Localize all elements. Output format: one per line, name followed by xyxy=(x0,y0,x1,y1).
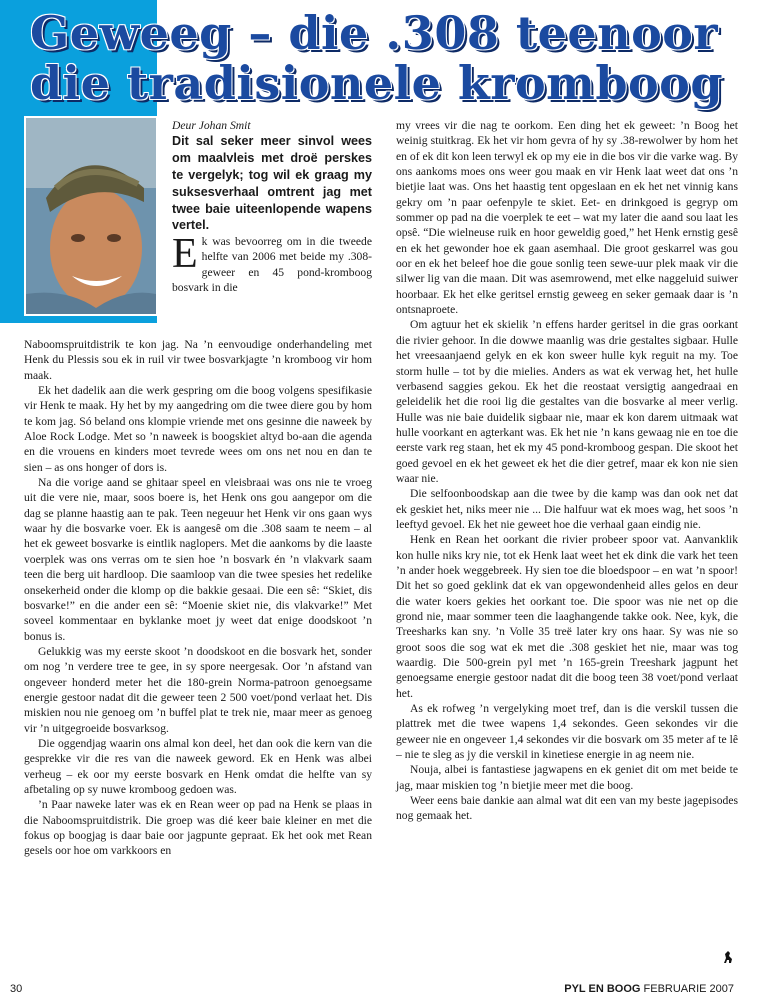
drop-cap: E xyxy=(172,231,198,278)
title-line-2: die tradisionele kromboog xyxy=(30,56,724,110)
article-title xyxy=(30,8,760,108)
paragraph: As ek rofweg ’n vergelyking moet tref, dan is die verskil tussen die plattrek met die twee wapens 1,4 sekondes. Geen sekondes vir die geweer nie en ongeveer 1,4 sekondes vir die bosvark om 35 meter af te lê – nie te sleg as jy die verskil in kinetiese energie in ag neem nie. xyxy=(396,702,738,762)
paragraph: Ek het dadelik aan die werk gespring om die boog volgens spesifikasie vir Henk te maak. Hy het by my aangedring om die twee diere gou by hom te kom jag. Só beland ons klompie vriende met ons gesinne die naweek by Aloe Rock Lodge. Met so ’n naweek is boogskiet altyd bo-aan die agenda en die vrouens en kinders moet tevrede wees om ons net nou en dan te sien – as ons honger of dors is. xyxy=(24,384,372,474)
paragraph: ’n Paar naweke later was ek en Rean weer op pad na Henk se plaas in die Naboomspruitdistrik. Die groep was dié keer baie kleiner en met die fokus op boogjag is daar baie oor jagpunte gepraat. Ek het ook met Rean gesels oor hoe om varkkoors en xyxy=(24,798,372,858)
author-photo-image xyxy=(26,118,156,314)
first-paragraph-text: k was bevoorreg om in die tweede helfte van 2006 met beide my .308-geweer en 45 pond-kromboog bosvark in die xyxy=(172,235,372,295)
paragraph: my vrees vir die nag te oorkom. Een ding het ek geweet: ’n Boog het weinig stuitkrag. Ek het vir hom gevra of hy sy .38-rewolwer by hom het en of ek dit kon leen terwyl ek op my eie in die bos vir die varke wag. By ons aankoms moes ons weer gou maak en vir Henk laat weet dat ons ’n bietjie laat was. Ons het haastig tent opgeslaan en ek het net vinnig kans gekry om ’n paar oefenpyle te skiet. Eet- en drinkgoed is gegryp om sommer op pad na die voerplek te eet – wat my later die aand sou laat les opsê. “Die wielneuse ruik en hoor geweldig goed,” het Henk ernstig gesê en ek het gewonder hoe ek gaan asemhaal. Die groot geskarrel was gou oor en ek het beleef hoe die goue sonlig teen sewe-uur plek maak vir die silwer lig van die maan. Dit was asemrowend, met elke naggeluid suiwer hoorbaar. Ek het elke geritsel ernstig geweeg en seker gemaak daar is ’n ontsnaproete. xyxy=(396,119,738,317)
left-column xyxy=(24,337,372,859)
paragraph: Henk en Rean het oorkant die rivier probeer spoor vat. Aanvanklik kon hulle niks kry nie, tot ek Henk laat weet het ek dink die vark het teen ’n ander hoek weggebreek. Hy sien toe die bloedspoor – en wat ’n spoor! Dit het so goed geklink dat ek van opgewondenheid alles gelos en deur die water koers gekies het oorkant toe. Die spoor was nie net op die grond nie, maar sommer teen die laaghangende takke ook. Nee, kyk, die Treesharks kan sny. ’n Volle 35 treë later kry ons haar. Sy was nie so groot soos die sog wat ek met die .308 geskiet het nie, maar was tog waardig. Die 500-grein pyl met ’n 165-grein Treeshark jagpunt het genoegsame energie gestoor nadat dit die boog teen 38 voet/pond verlaat het. xyxy=(396,533,738,700)
paragraph: Nouja, albei is fantastiese jagwapens en ek geniet dit om met beide te jag, maar miskien tog ’n bietjie meer met die boog. xyxy=(396,763,738,792)
paragraph: Weer eens baie dankie aan almal wat dit een van my beste jagepisodes nog gemaak het. xyxy=(396,794,738,823)
issue-date: FEBRUARIE 2007 xyxy=(643,983,734,995)
paragraph: Naboomspruitdistrik te kon jag. Na ’n eenvoudige onderhandeling met Henk du Plessis sou ek in ruil vir twee bosvarkjagte ’n kromboog vir hom maak. xyxy=(24,338,372,382)
opening-column xyxy=(172,118,372,296)
paragraph: Om agtuur het ek skielik ’n effens harder geritsel in die gras oorkant die rivier gehoor. In die dowwe maanlig was drie gestaltes sigbaar. Hulle het vreesaanjaend gelyk en ek kon sweer hulle kyk reguit na my. Toe storm hulle – tot by die mielies. Anders as wat ek verwag het, het hulle verbasend saggies gekou. Ek het die reostaat versigtig aangedraai en geleidelik het die rooi lig die gestaltes van die bosvarke al meer verlig. Hulle was nie baie duidelik sigbaar nie, maar ek kon darem uitmaak wat hulle voorkant en agterkant was. Ek het nie ’n kans gewaag nie en toe die eerste vark reg staan, het ek my 45 pond-kromboog gespan. Die skoot het goed gevoel en ek het geweet ek het die dier getref, maar ek kon nie sien waar nie. xyxy=(396,318,738,485)
paragraph: Na die vorige aand se ghitaar speel en vleisbraai was ons nie te vroeg uit die vere nie, maar, soos boere is, het Henk ons gou aangepor om die dag se planne haastig aan te pak. Teen negeuur het Henk vir ons gaan wys waar hy die bosvarke voer. Ek is aangesê om die .308 saam te neem – al het ek geweet bosvarke is eintlik naglopers. Met die aankoms by die laaste voerplek was ons verras om te sien hoe ’n bosvark én ’n vlakvark saam teen die berg uit hardloop. Die saamloop van die twee spesies het redelike onsekerheid onder die klomp op die bakkie gesaai. Die een sê: “Skiet, dis bosvarke!” en die ander een sê: “Moenie skiet nie, dis vlakvarke!” Met soveel kommentaar en byklanke moet jy weet dat enige doodskoot ’n bonus is. xyxy=(24,476,372,643)
intro-paragraph: Dit sal seker meer sinvol wees om maalvleis met droë perskes te vergelyk; tog wil ek graag my suksesverhaal omtrent jag met twee baie uiteenlopende wapens vertel. xyxy=(172,134,372,233)
first-paragraph xyxy=(172,231,372,295)
paragraph: Die selfoonboodskap aan die twee by die kamp was dan ook net dat ek geskiet het, niks meer nie ... Die halfuur wat ek moes wag, het soos ’n leeftyd gevoel. Ek het nie geweet hoe die verhaal gaan eindig nie. xyxy=(396,487,738,531)
magazine-footer xyxy=(564,983,734,995)
page-number: 30 xyxy=(10,983,23,995)
end-mark-icon xyxy=(722,950,734,964)
magazine-name: PYL EN BOOG xyxy=(564,983,641,995)
paragraph: Gelukkig was my eerste skoot ’n doodskoot en die bosvark het, sonder om nog ’n verdere tree te gee, in sy spore neergesak. Oor ’n afstand van ongeveer honderd meter het die 180-grein Norma-patroon genoegsame energie gestoor nadat dit die geweer teen 2 500 voet/pond verlaat het. Dis miskien nou nie genoeg om ’n buffel plat te trek nie, maar meer as genoeg vir ’n uitgegroeide bosvarksog. xyxy=(24,644,372,735)
right-column xyxy=(396,118,738,824)
author-photo xyxy=(24,116,158,316)
paragraph: Die oggendjag waarin ons almal kon deel, het dan ook die kern van die gesprekke vir die res van die naweek geword. Ek en Henk was albei verheug – ek oor my eerste bosvark en Henk omdat die helfte van sy afbetaling op sy nuwe kromboog gedoen was. xyxy=(24,736,372,796)
author-byline: Deur Johan Smit xyxy=(172,119,251,132)
title-line-1: Geweeg – die .308 teenoor xyxy=(30,6,719,60)
